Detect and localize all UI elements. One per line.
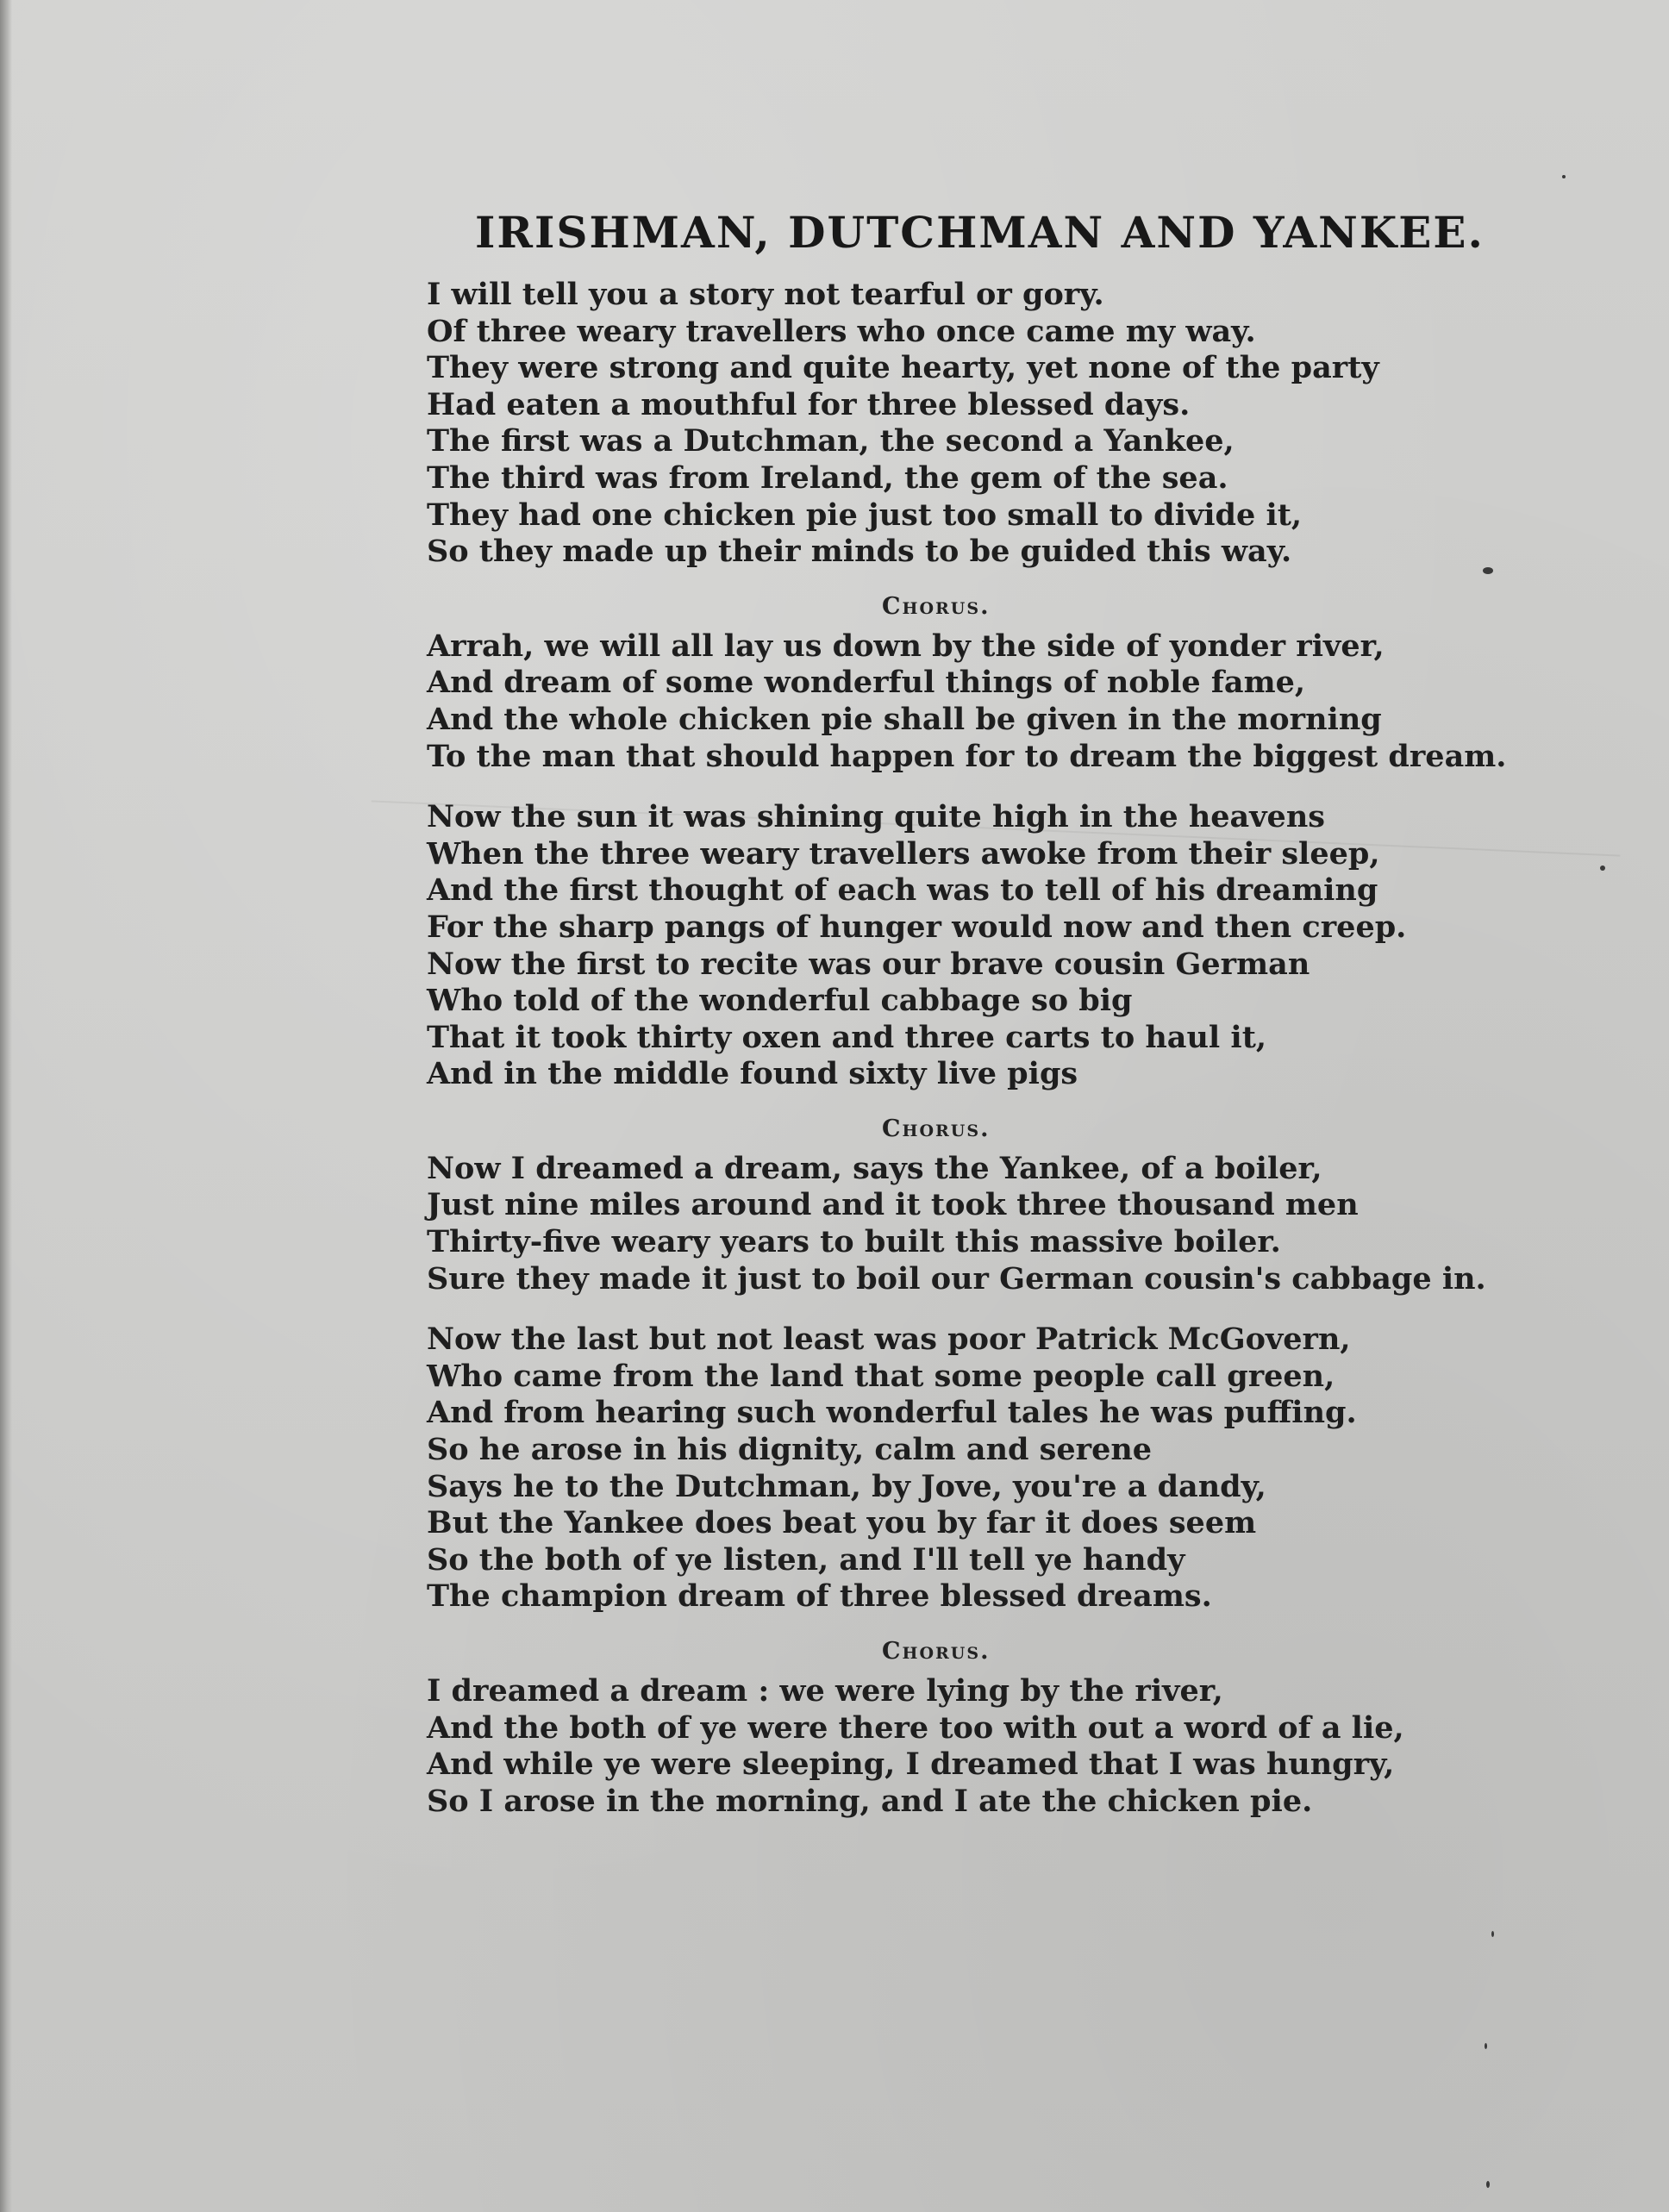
ink-speck bbox=[1491, 1931, 1494, 1937]
ink-speck bbox=[1486, 2181, 1490, 2188]
chorus-heading: Chorus. bbox=[882, 1638, 991, 1665]
verse-line: The third was from Ireland, the gem of the sea. bbox=[427, 459, 1228, 496]
verse-line: Who came from the land that some people call green, bbox=[427, 1358, 1335, 1394]
verse-line: And from hearing such wonderful tales he was puffing. bbox=[427, 1395, 1357, 1431]
verse-line: Now the first to recite was our brave cousin German bbox=[427, 946, 1310, 982]
chorus-2 bbox=[427, 1151, 1547, 1297]
verse-line: Of three weary travellers who once came my way. bbox=[427, 313, 1256, 349]
verse-line: Had eaten a mouthful for three blessed days. bbox=[427, 386, 1191, 422]
verse-line: And the first thought of each was to tell of his dreaming bbox=[427, 872, 1378, 909]
verse-line: So he arose in his dignity, calm and serene bbox=[427, 1432, 1153, 1468]
chorus-line: Arrah, we will all lay us down by the side of yonder river, bbox=[427, 628, 1385, 664]
verse-3 bbox=[427, 1322, 1547, 1615]
verse-line: The champion dream of three blessed dreams. bbox=[427, 1578, 1212, 1615]
ink-speck bbox=[1600, 865, 1605, 871]
verse-line: They were strong and quite hearty, yet none of the party bbox=[427, 350, 1379, 386]
chorus-3 bbox=[427, 1673, 1547, 1820]
chorus-line: I dreamed a dream : we were lying by the river, bbox=[427, 1673, 1223, 1709]
chorus-line: And the both of ye were there too with out a word of a lie, bbox=[427, 1709, 1404, 1746]
verse-line: So the both of ye listen, and I'll tell ye handy bbox=[427, 1541, 1185, 1578]
chorus-line: So I arose in the morning, and I ate the chicken pie. bbox=[427, 1783, 1313, 1819]
verse-2 bbox=[427, 799, 1547, 1093]
verse-line: Says he to the Dutchman, by Jove, you're a dandy, bbox=[427, 1468, 1266, 1504]
verse-line: That it took thirty oxen and three carts to haul it, bbox=[427, 1019, 1267, 1055]
verse-line: Who told of the wonderful cabbage so big bbox=[427, 983, 1133, 1019]
verse-line: But the Yankee does beat you by far it does seem bbox=[427, 1505, 1257, 1541]
chorus-line: Now I dreamed a dream, says the Yankee, of a boiler, bbox=[427, 1150, 1322, 1186]
chorus-line: And dream of some wonderful things of noble fame, bbox=[427, 665, 1306, 701]
verse-line: When the three weary travellers awoke from their sleep, bbox=[427, 835, 1380, 872]
verse-1 bbox=[427, 277, 1547, 571]
chorus-line: And the whole chicken pie shall be given in the morning bbox=[427, 701, 1382, 737]
chorus-heading: Chorus. bbox=[882, 592, 991, 620]
verse-line: And in the middle found sixty live pigs bbox=[427, 1056, 1078, 1092]
song-title: IRISHMAN, DUTCHMAN AND YANKEE. bbox=[475, 207, 1485, 258]
chorus-line: And while ye were sleeping, I dreamed that I was hungry, bbox=[427, 1746, 1395, 1783]
paper-left-edge bbox=[0, 0, 12, 2212]
chorus-line: Just nine miles around and it took three thousand men bbox=[427, 1187, 1359, 1223]
verse-line: The first was a Dutchman, the second a Yankee, bbox=[427, 423, 1235, 459]
chorus-heading: Chorus. bbox=[882, 1115, 991, 1142]
verse-line: For the sharp pangs of hunger would now and then creep. bbox=[427, 909, 1407, 945]
ink-speck bbox=[1485, 2043, 1487, 2049]
chorus-line: Sure they made it just to boil our German cousin's cabbage in. bbox=[427, 1260, 1486, 1297]
verse-line: They had one chicken pie just too small to divide it, bbox=[427, 497, 1303, 533]
chorus-line: To the man that should happen for to dream the biggest dream. bbox=[427, 738, 1507, 774]
song-sheet bbox=[427, 207, 1547, 1820]
verse-line: Now the sun it was shining quite high in the heavens bbox=[427, 799, 1325, 835]
chorus-line: Thirty-five weary years to built this massive boiler. bbox=[427, 1224, 1281, 1260]
ink-speck bbox=[1562, 175, 1566, 178]
chorus-1 bbox=[427, 628, 1547, 775]
verse-line: So they made up their minds to be guided this way. bbox=[427, 534, 1292, 570]
verse-line: Now the last but not least was poor Patrick McGovern, bbox=[427, 1322, 1351, 1358]
verse-line: I will tell you a story not tearful or gory. bbox=[427, 277, 1104, 312]
